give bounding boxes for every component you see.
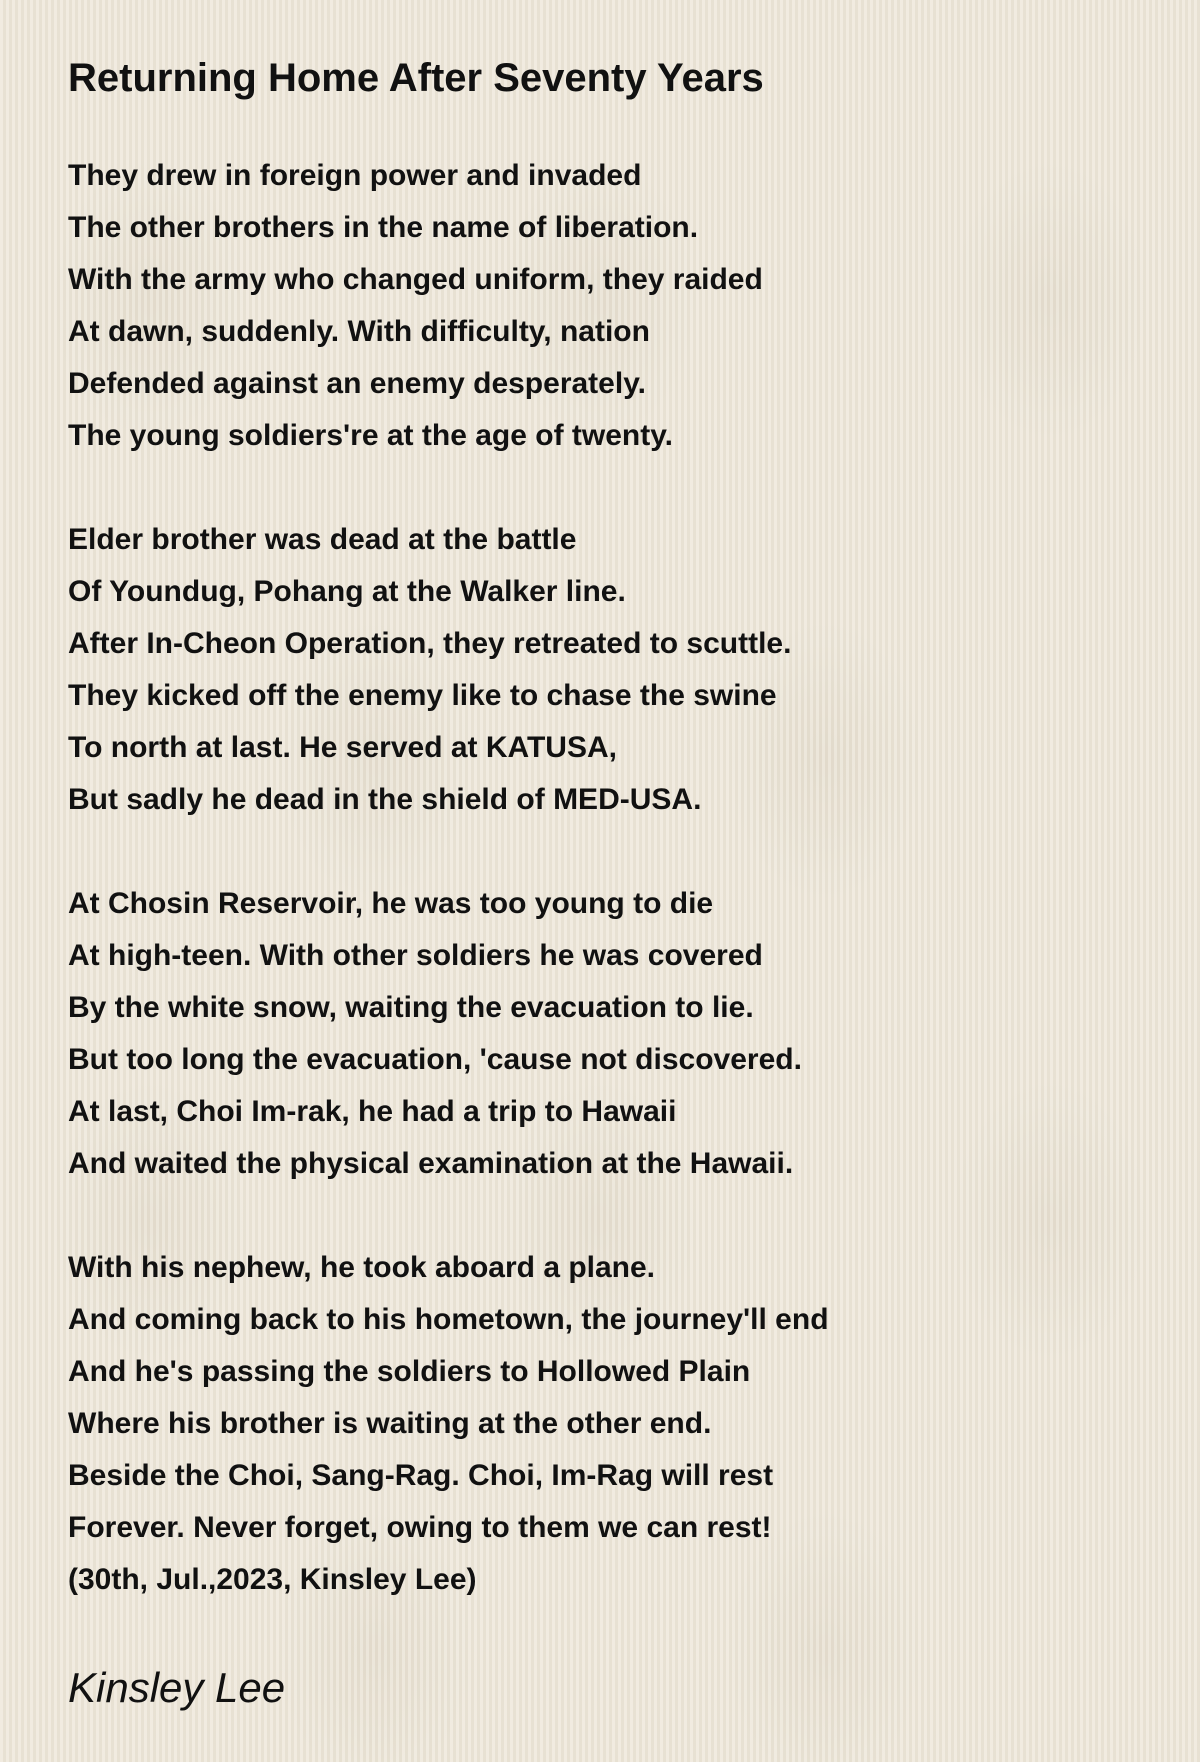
stanza-3 xyxy=(68,878,1148,1190)
stanza-1 xyxy=(68,150,1148,462)
poem-line: But sadly he dead in the shield of MED-USA. xyxy=(68,783,702,816)
poem-line: The other brothers in the name of liberation. xyxy=(68,211,699,244)
stanza-2 xyxy=(68,514,1148,826)
poem-line: At last, Choi Im-rak, he had a trip to Hawaii xyxy=(68,1095,677,1128)
poem-line: With his nephew, he took aboard a plane. xyxy=(68,1251,656,1284)
poem-line: At dawn, suddenly. With difficulty, nation xyxy=(68,315,650,348)
poem-line: Beside the Choi, Sang-Rag. Choi, Im-Rag will rest xyxy=(68,1459,774,1492)
poem-line: Where his brother is waiting at the other end. xyxy=(68,1407,712,1440)
author-name: Kinsley Lee xyxy=(68,1664,286,1711)
stanza-4 xyxy=(68,1242,1148,1606)
poem-line: They kicked off the enemy like to chase the swine xyxy=(68,679,777,712)
poem-line: By the white snow, waiting the evacuation to lie. xyxy=(68,991,754,1024)
poem-line: After In-Cheon Operation, they retreated to scuttle. xyxy=(68,627,792,660)
poem-body xyxy=(68,150,1148,1606)
poem-line: And he's passing the soldiers to Hollowed Plain xyxy=(68,1355,751,1388)
poem-line: But too long the evacuation, 'cause not discovered. xyxy=(68,1043,802,1076)
poem-line: Forever. Never forget, owing to them we can rest! xyxy=(68,1511,772,1544)
poem-line: And waited the physical examination at the Hawaii. xyxy=(68,1147,794,1180)
poem-line: And coming back to his hometown, the journey'll end xyxy=(68,1303,829,1336)
poem-line: With the army who changed uniform, they raided xyxy=(68,263,763,296)
poem-line: Defended against an enemy desperately. xyxy=(68,367,646,400)
poem-line: They drew in foreign power and invaded xyxy=(68,159,642,192)
poem-line: At Chosin Reservoir, he was too young to die xyxy=(68,887,714,920)
poem-title: Returning Home After Seventy Years xyxy=(68,56,764,100)
poem-line: At high-teen. With other soldiers he was covered xyxy=(68,939,763,972)
poem-line: The young soldiers're at the age of twenty. xyxy=(68,419,674,452)
poem-line: Elder brother was dead at the battle xyxy=(68,523,577,556)
poem-line: To north at last. He served at KATUSA, xyxy=(68,731,617,764)
poem-line: (30th, Jul.,2023, Kinsley Lee) xyxy=(68,1563,477,1596)
poem-line: Of Youndug, Pohang at the Walker line. xyxy=(68,575,626,608)
